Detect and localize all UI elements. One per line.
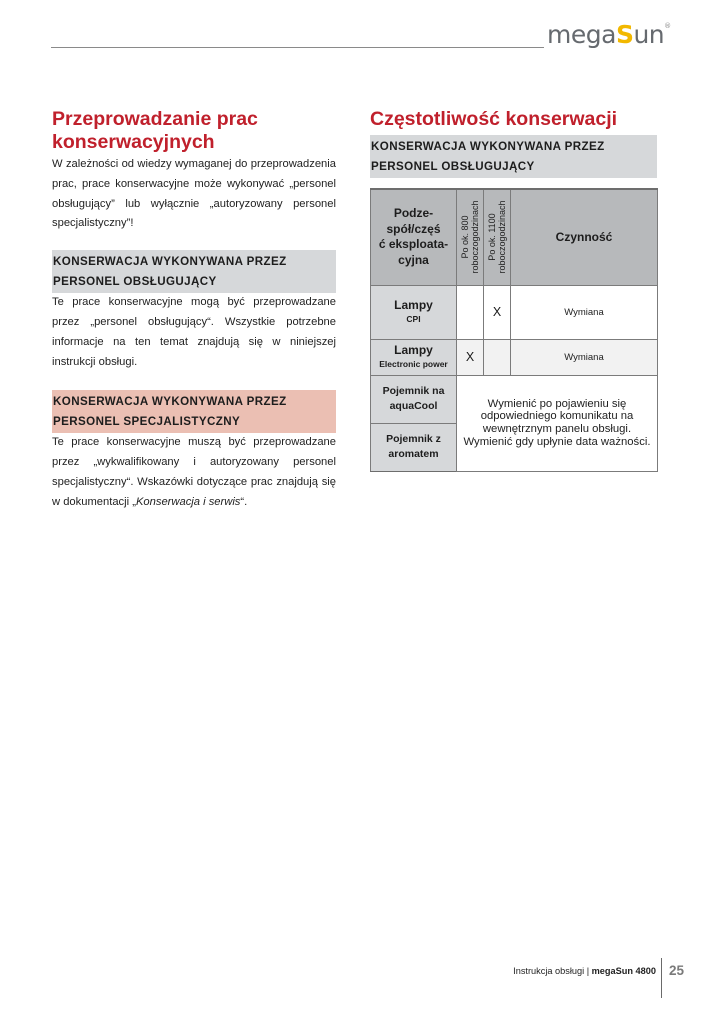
page-number: 25 <box>669 963 685 978</box>
frequency-band <box>370 135 657 178</box>
text-part: “. <box>240 495 248 508</box>
registered-mark: ® <box>664 22 671 30</box>
frequency-title: Częstotliwość konserwacji <box>370 108 618 130</box>
component-name-line: aromatem <box>388 448 439 460</box>
vertical-label <box>487 201 507 274</box>
header-action: Czynność <box>511 189 658 285</box>
header-800-hours <box>457 189 484 285</box>
band-line-1: KONSERWACJA WYKONYWANA PRZEZ <box>53 395 287 409</box>
band-line-2: PERSONEL SPECJALISTYCZNY <box>53 415 241 429</box>
table-header-row <box>371 189 658 285</box>
header-line: Po ok. 1100 <box>487 213 497 261</box>
header-rule <box>51 47 544 48</box>
component-name: Lampy <box>394 298 433 312</box>
component-name-line: aquaCool <box>389 400 438 412</box>
header-line: cyjna <box>398 252 429 267</box>
header-1100-hours <box>484 189 511 285</box>
component-cell <box>371 339 457 375</box>
header-line: ć eksploata- <box>378 237 449 252</box>
header-line: Po ok. 800 <box>460 215 470 259</box>
band-line-2: PERSONEL OBSŁUGUJĄCY <box>371 160 535 173</box>
maintenance-title: Przeprowadzanie prac konserwacyjnych <box>52 108 258 153</box>
table-row <box>371 285 658 339</box>
action-cell: Wymiana <box>511 285 658 339</box>
right-column <box>370 108 657 178</box>
text-part: Te prace konserwacyjne muszą być przeprowadzane przez „wykwalifikowany i autoryzowany personel specjalistyczny“. Wskazówki dotyczące prac znajdują się w dokumentacji „ <box>52 436 336 508</box>
header-line: spół/częś <box>386 221 441 236</box>
action-cell: Wymiana <box>511 339 658 375</box>
merged-action-cell: Wymienić po pojawieniu się odpowiedniego komunikatu na wewnętrznym panelu obsługi. Wymienić gdy upłynie data ważności. <box>457 375 658 471</box>
mark-800: X <box>457 339 484 375</box>
logo-sun-letter: S <box>615 20 634 49</box>
component-cell <box>371 423 457 471</box>
component-cell <box>371 375 457 423</box>
component-subtype: CPI <box>406 314 421 324</box>
band-line-2: PERSONEL OBSŁUGUJĄCY <box>53 275 217 289</box>
component-subtype: Electronic power <box>379 359 448 369</box>
footer-divider <box>661 958 662 998</box>
operator-maintenance-text: Te prace konserwacyjne mogą być przeprowadzane przez „personel obsługujący“. Wszystkie potrzebne informacje na ten temat znajdują się w niniejszej instrukcji obsługi. <box>52 296 336 368</box>
logo-text-prefix: mega <box>547 20 616 49</box>
header-line: Podze- <box>393 206 434 221</box>
mark-1100 <box>484 339 511 375</box>
component-name: Lampy <box>394 343 433 357</box>
megasun-logo <box>547 20 671 49</box>
component-name-line: Pojemnik z <box>386 432 441 445</box>
component-name-line: Pojemnik na <box>382 384 445 397</box>
logo-text-suffix: un <box>633 20 665 49</box>
footer-product: megaSun 4800 <box>591 966 656 976</box>
table-row <box>371 339 658 375</box>
header-component <box>371 189 457 285</box>
component-cell <box>371 285 457 339</box>
footer-label: Instrukcja obsługi | <box>513 966 592 976</box>
document-reference: Konserwacja i serwis <box>135 495 241 508</box>
operator-maintenance-band <box>52 250 336 293</box>
maintenance-frequency-table <box>370 188 658 472</box>
header-line: roboczogodzinach <box>497 200 507 274</box>
header-line: roboczogodzinach <box>470 200 480 274</box>
intro-paragraph: W zależności od wiedzy wymaganej do przeprowadzenia prac, prace konserwacyjne może wykonywać „personel obsługujący” lub wyłącznie „autoryzowany personel specjalistyczny”! <box>52 158 336 230</box>
left-column <box>52 108 336 513</box>
specialist-maintenance-band <box>52 390 336 433</box>
band-line-1: KONSERWACJA WYKONYWANA PRZEZ <box>53 255 287 269</box>
vertical-label <box>460 201 480 274</box>
band-line-1: KONSERWACJA WYKONYWANA PRZEZ <box>371 140 605 153</box>
mark-800 <box>457 285 484 339</box>
footer-doc-label <box>513 966 656 976</box>
specialist-maintenance-text <box>52 433 336 512</box>
mark-1100: X <box>484 285 511 339</box>
table-row <box>371 375 658 423</box>
